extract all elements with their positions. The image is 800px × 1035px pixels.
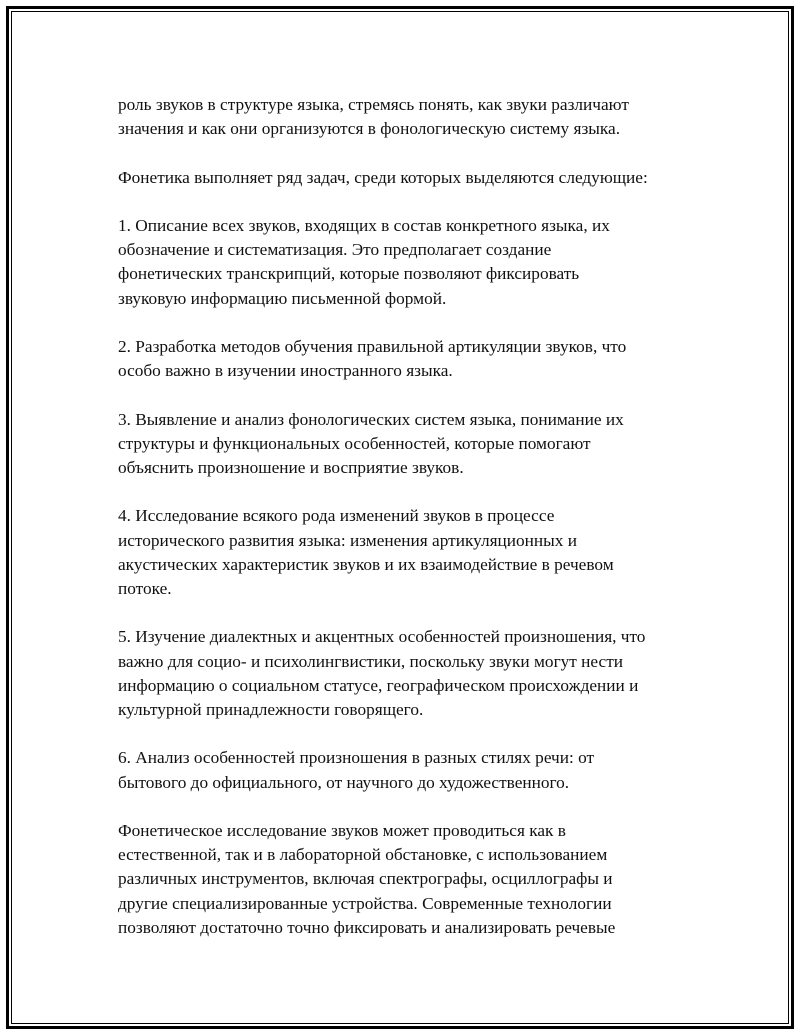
text-line: естественной, так и в лабораторной обстановке, с использованием xyxy=(118,845,608,865)
paragraph-intro-continuation xyxy=(118,93,718,141)
text-line: 2. Разработка методов обучения правильной артикуляции звуков, что xyxy=(118,336,627,356)
text-line: 5. Изучение диалектных и акцентных особенностей произношения, что xyxy=(118,627,646,647)
list-item-task-1 xyxy=(118,214,718,311)
text-line: 4. Исследование всякого рода изменений звуков в процессе xyxy=(118,506,555,526)
text-line: информацию о социальном статусе, географическом происхождении и xyxy=(118,675,639,695)
text-line: обозначение и систематизация. Это предполагает создание xyxy=(118,240,552,260)
text-line: акустических характеристик звуков и их взаимодействие в речевом xyxy=(118,554,614,574)
text-line: 1. Описание всех звуков, входящих в состав конкретного языка, их xyxy=(118,215,610,235)
text-line: 6. Анализ особенностей произношения в разных стилях речи: от xyxy=(118,748,595,768)
text-line: звуковую информацию письменной формой. xyxy=(118,288,447,308)
text-line: исторического развития языка: изменения артикуляционных и xyxy=(118,530,577,550)
list-item-task-3 xyxy=(118,408,718,481)
text-line: объяснить произношение и восприятие звуков. xyxy=(118,457,464,477)
text-line: бытового до официального, от научного до художественного. xyxy=(118,772,570,792)
text-line: Фонетика выполняет ряд задач, среди которых выделяются следующие: xyxy=(118,167,648,187)
list-item-task-5 xyxy=(118,625,718,722)
text-line: различных инструментов, включая спектрографы, осциллографы и xyxy=(118,869,613,889)
text-line: позволяют достаточно точно фиксировать и анализировать речевые xyxy=(118,917,616,937)
text-line: 3. Выявление и анализ фонологических систем языка, понимание их xyxy=(118,409,624,429)
list-item-task-4 xyxy=(118,504,718,601)
paragraph-tasks-lead xyxy=(118,166,718,190)
text-line: структуры и функциональных особенностей, которые помогают xyxy=(118,433,591,453)
text-line: потоке. xyxy=(118,578,172,598)
text-line: фонетических транскрипций, которые позволяют фиксировать xyxy=(118,264,580,284)
text-line: культурной принадлежности говорящего. xyxy=(118,699,424,719)
text-line: роль звуков в структуре языка, стремясь понять, как звуки различают xyxy=(118,95,629,114)
paragraph-research-methods xyxy=(118,819,718,940)
text-line: значения и как они организуются в фонологическую систему языка. xyxy=(118,119,621,139)
list-item-task-6 xyxy=(118,746,718,794)
text-line: другие специализированные устройства. Современные технологии xyxy=(118,893,612,913)
text-line: особо важно в изучении иностранного языка. xyxy=(118,361,453,381)
text-line: Фонетическое исследование звуков может проводиться как в xyxy=(118,820,566,840)
list-item-task-2 xyxy=(118,335,718,383)
text-line: важно для социо- и психолингвистики, поскольку звуки могут нести xyxy=(118,651,623,671)
document-body xyxy=(118,93,718,964)
